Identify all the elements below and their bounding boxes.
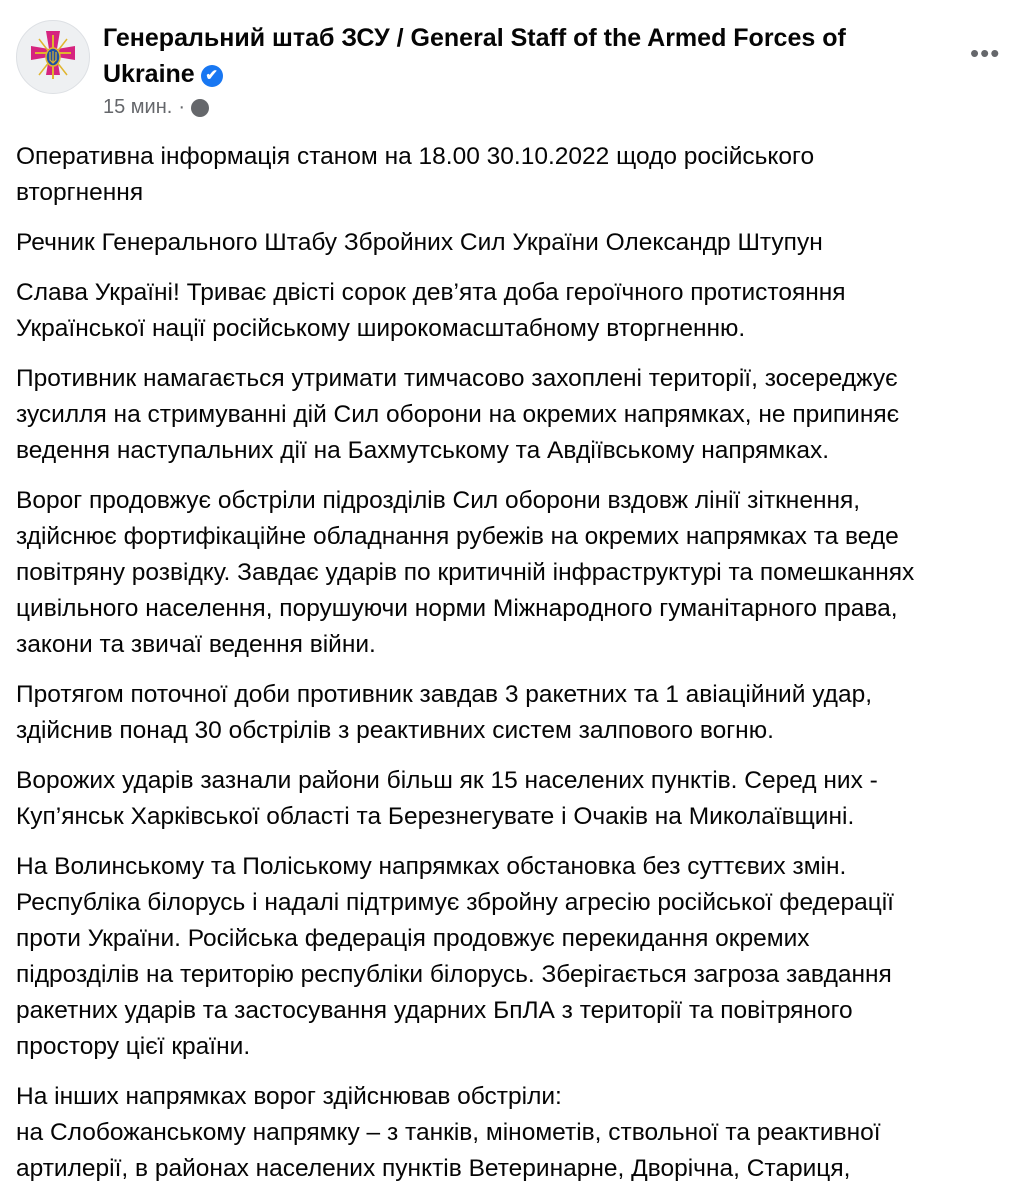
post-paragraph xyxy=(16,483,1016,663)
more-options-button[interactable]: ••• xyxy=(970,38,1001,68)
post-text-line: артилерії, в районах населених пунктів Ветеринарне, Дворічна, Стариця, xyxy=(16,1155,851,1182)
post-paragraph xyxy=(16,225,1016,261)
post-text-line: повітряну розвідку. Завдає ударів по критичній інфраструктурі та помешканнях xyxy=(16,559,915,586)
post-text-line: Української нації російському широкомасштабному вторгненню. xyxy=(16,315,746,342)
post-paragraph xyxy=(16,849,1016,1065)
post-text-line: простору цієї країни. xyxy=(16,1033,251,1060)
post-paragraph xyxy=(16,139,1016,211)
post-paragraph xyxy=(16,275,1016,347)
post-text-line: ведення наступальних дії на Бахмутському та Авдіївському напрямках. xyxy=(16,437,830,464)
meta-separator: · xyxy=(178,96,185,118)
post-text-line: Ворожих ударів зазнали райони більш як 15 населених пунктів. Серед них - xyxy=(16,767,878,794)
post-text-line: зусилля на стримуванні дій Сил оборони на окремих напрямках, не припиняє xyxy=(16,401,900,428)
page-name-line1: Генеральний штаб ЗСУ / General Staff of the Armed Forces of xyxy=(103,24,846,52)
post-text-line: Протягом поточної доби противник завдав 3 ракетних та 1 авіаційний удар, xyxy=(16,681,873,708)
post-paragraph xyxy=(16,361,1016,469)
post-text-line: Речник Генерального Штабу Збройних Сил України Олександр Штупун xyxy=(16,229,823,256)
general-staff-crest-icon xyxy=(17,21,89,93)
post-text-line: Республіка білорусь і надалі підтримує збройну агресію російської федерації xyxy=(16,889,894,916)
post-text-line: На Волинському та Поліському напрямках обстановка без суттєвих змін. xyxy=(16,853,847,880)
post-text-line: На інших напрямках ворог здійснював обстріли: xyxy=(16,1083,562,1110)
post-text-line: ракетних ударів та застосування ударних БпЛА з території та повітряного xyxy=(16,997,853,1024)
post-text-line: на Слобожанському напрямку – з танків, мінометів, ствольної та реактивної xyxy=(16,1119,881,1146)
post-paragraph xyxy=(16,763,1016,835)
post-paragraph xyxy=(16,1079,1016,1187)
page-name-line2: Ukraine xyxy=(103,60,195,88)
post-text-line: цивільного населення, порушуючи норми Міжнародного гуманітарного права, xyxy=(16,595,898,622)
page-name-link[interactable] xyxy=(103,20,883,92)
post-text-line: Слава Україні! Триває двісті сорок дев’ята доба героїчного протистояння xyxy=(16,279,846,306)
post-text-line: вторгнення xyxy=(16,179,144,206)
post-text-line: Куп’янськ Харківської області та Березнегувате і Очаків на Миколаївщині. xyxy=(16,803,855,830)
post-meta xyxy=(103,96,209,119)
post-body xyxy=(16,139,1016,1201)
post-text-line: Противник намагається утримати тимчасово захоплені території, зосереджує xyxy=(16,365,898,392)
post-text-line: підрозділів на територію республіки білорусь. Зберігається загроза завдання xyxy=(16,961,892,988)
post-text-line: проти України. Російська федерація продовжує перекидання окремих xyxy=(16,925,810,952)
post-timestamp[interactable]: 15 мин. xyxy=(103,96,173,118)
verified-badge-icon: ✔ xyxy=(201,65,223,87)
post-text-line: Ворог продовжує обстріли підрозділів Сил оборони вздовж лінії зіткнення, xyxy=(16,487,861,514)
post-text-line: закони та звичаї ведення війни. xyxy=(16,631,376,658)
globe-icon xyxy=(191,99,209,117)
post-text-line: здійснює фортифікаційне обладнання рубежів на окремих напрямках та веде xyxy=(16,523,899,550)
post-paragraph xyxy=(16,677,1016,749)
page-avatar[interactable] xyxy=(16,20,90,94)
post-text-line: Оперативна інформація станом на 18.00 30.10.2022 щодо російського xyxy=(16,143,815,170)
post-text-line: здійснив понад 30 обстрілів з реактивних систем залпового вогню. xyxy=(16,717,774,744)
